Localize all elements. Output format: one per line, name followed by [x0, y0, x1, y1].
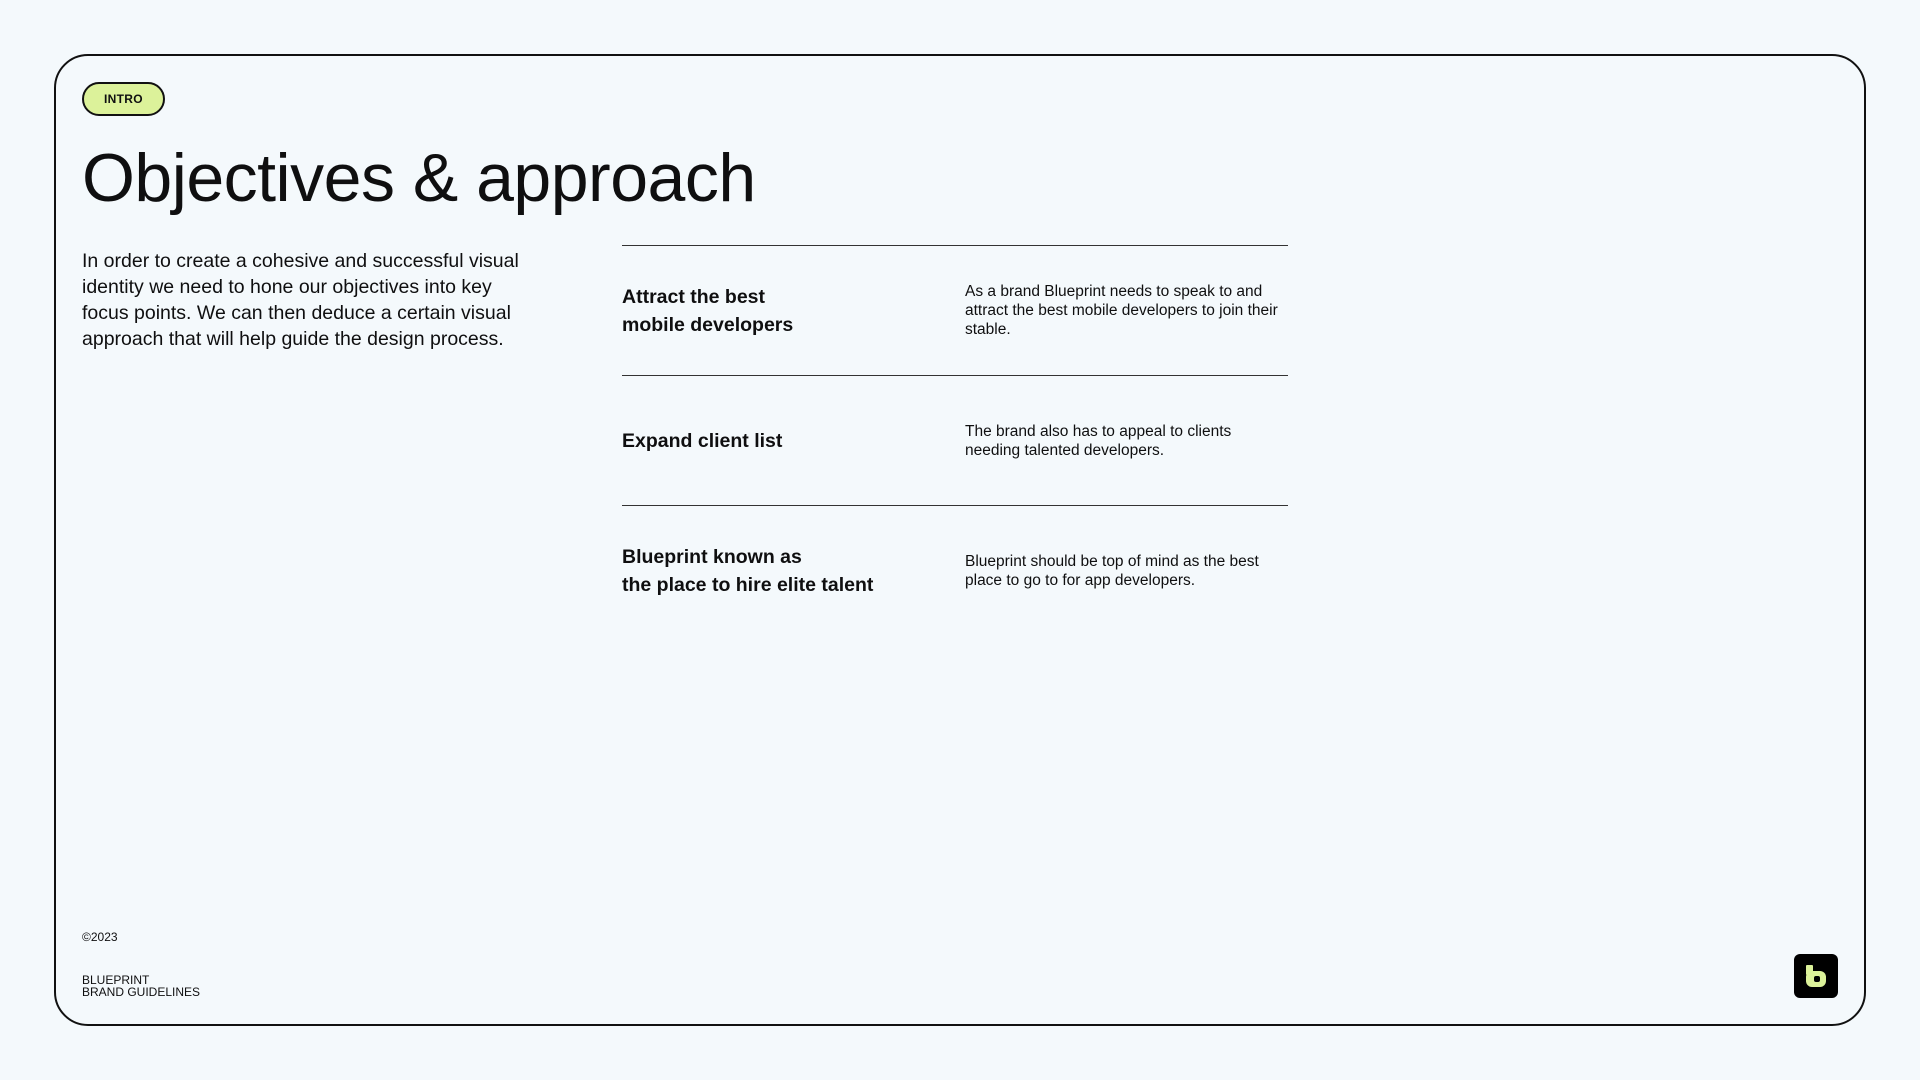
objective-row	[622, 375, 1288, 505]
blueprint-b-logo-icon	[1803, 963, 1829, 989]
objectives-list	[622, 245, 1288, 635]
objective-description: The brand also has to appeal to clients needing talented developers.	[965, 422, 1232, 459]
slide-frame	[54, 54, 1866, 1026]
objective-row	[622, 245, 1288, 375]
copyright-text: ©2023	[82, 930, 118, 944]
section-badge	[82, 82, 165, 116]
objective-description: As a brand Blueprint needs to speak to and attract the best mobile developers to join their stable.	[965, 283, 1278, 338]
brand-name: BLUEPRINT	[82, 973, 150, 987]
objective-description: Blueprint should be top of mind as the best place to go to for app developers.	[965, 552, 1259, 589]
objective-title: Expand client list	[622, 429, 783, 452]
objective-title: Attract the best mobile developers	[622, 285, 794, 336]
brand-footer	[82, 974, 200, 998]
section-badge-label: INTRO	[104, 92, 143, 106]
intro-paragraph: In order to create a cohesive and successful visual identity we need to hone our objectives into key focus points. We can then deduce a certain visual approach that will help guide the design process.	[82, 250, 519, 350]
brand-guidelines-label: BRAND GUIDELINES	[82, 985, 201, 999]
page-title: Objectives & approach	[82, 140, 756, 216]
objective-title: Blueprint known as the place to hire elite talent	[622, 545, 874, 596]
objective-row	[622, 505, 1288, 635]
blueprint-logo	[1794, 954, 1838, 998]
